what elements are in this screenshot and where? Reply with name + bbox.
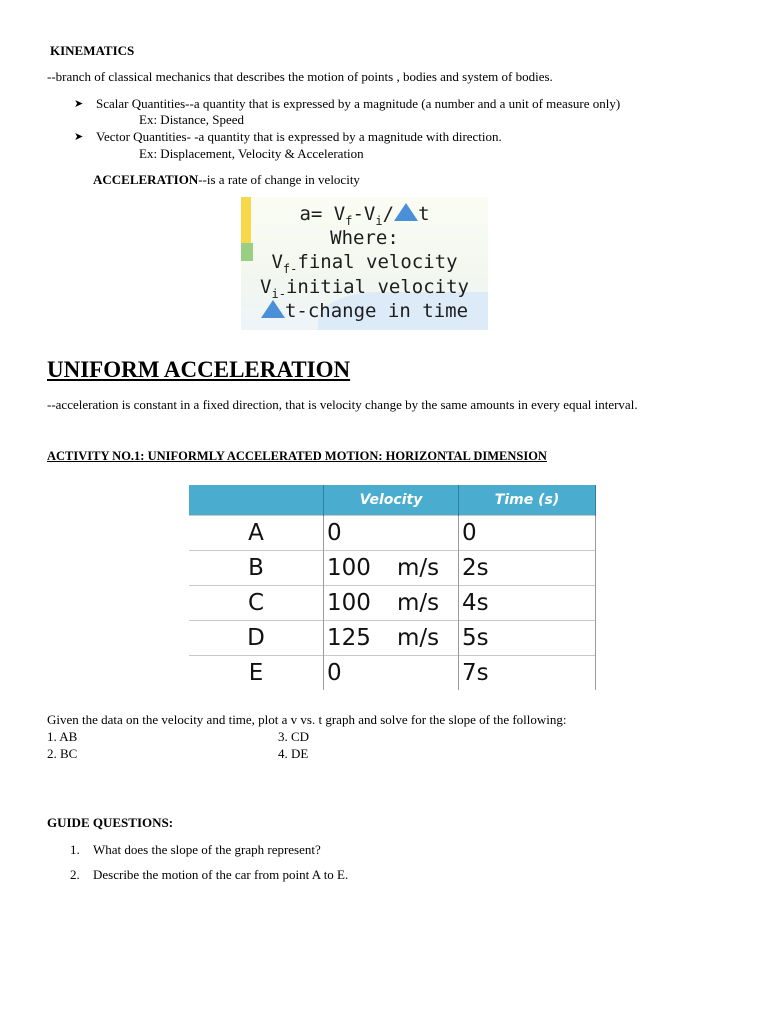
time-cell: 0 bbox=[459, 516, 596, 551]
velocity-time-table bbox=[189, 485, 596, 690]
delta-triangle-icon bbox=[261, 300, 285, 318]
time-cell: 5s bbox=[459, 621, 596, 656]
kinematics-title: KINEMATICS bbox=[50, 43, 135, 58]
formula-equation: $a= V_f-V_i/$ t bbox=[299, 203, 430, 228]
point-label: A bbox=[189, 516, 324, 551]
table-row bbox=[189, 551, 596, 586]
table-row bbox=[189, 516, 596, 551]
slope-item-cd: 3. CD bbox=[278, 729, 310, 744]
vector-example: Ex: Displacement, Velocity & Acceleration bbox=[139, 146, 364, 161]
acceleration-def-text: --is a rate of change in velocity bbox=[198, 172, 360, 187]
formula-where: Where: bbox=[330, 227, 399, 249]
instructions-text: Given the data on the velocity and time, plot a v vs. t graph and solve for the slope of the following: bbox=[47, 712, 567, 727]
table-header-velocity: Velocity bbox=[324, 485, 459, 516]
velocity-cell: 125 m/s bbox=[324, 621, 459, 656]
point-label: C bbox=[189, 586, 324, 621]
acceleration-term: ACCELERATION bbox=[93, 172, 199, 187]
point-label: B bbox=[189, 551, 324, 586]
table-row bbox=[189, 656, 596, 691]
slope-item-ab: 1. AB bbox=[47, 729, 78, 744]
scalar-quantities-text: Scalar Quantities--a quantity that is expressed by a magnitude (a number and a unit of measure only) bbox=[96, 96, 621, 111]
acceleration-definition bbox=[93, 172, 360, 188]
velocity-cell: 100 m/s bbox=[324, 551, 459, 586]
scalar-example: Ex: Distance, Speed bbox=[139, 112, 245, 127]
formula-final-velocity: $V_{f-}final$ velocity bbox=[271, 251, 458, 276]
formula-change-in-time: t-change in time bbox=[241, 300, 488, 322]
delta-triangle-icon bbox=[394, 203, 418, 221]
table-row bbox=[189, 586, 596, 621]
activity-title: ACTIVITY NO.1: UNIFORMLY ACCELERATED MOTION: HORIZONTAL DIMENSION bbox=[47, 449, 547, 463]
velocity-cell: 0 bbox=[324, 516, 459, 551]
question-number: 2. bbox=[70, 867, 80, 882]
point-label: E bbox=[189, 656, 324, 691]
vector-quantities-text: Vector Quantities- -a quantity that is expressed by a magnitude with direction. bbox=[96, 129, 502, 144]
arrow-bullet-icon: ➤ bbox=[74, 131, 84, 143]
slope-item-bc: 2. BC bbox=[47, 746, 78, 761]
velocity-cell: 0 bbox=[324, 656, 459, 691]
table-row bbox=[189, 621, 596, 656]
arrow-bullet-icon: ➤ bbox=[74, 98, 84, 110]
time-cell: 4s bbox=[459, 586, 596, 621]
slope-item-de: 4. DE bbox=[278, 746, 309, 761]
time-cell: 7s bbox=[459, 656, 596, 691]
point-label: D bbox=[189, 621, 324, 656]
table-header-label bbox=[189, 485, 324, 516]
uniform-acceleration-definition: --acceleration is constant in a fixed direction, that is velocity change by the same amounts in every equal interval. bbox=[47, 397, 638, 412]
time-cell: 2s bbox=[459, 551, 596, 586]
question-text: Describe the motion of the car from point A to E. bbox=[93, 867, 349, 882]
kinematics-definition: --branch of classical mechanics that describes the motion of points , bodies and system of bodies. bbox=[47, 69, 553, 84]
question-text: What does the slope of the graph represent? bbox=[93, 842, 321, 857]
table-header-time: Time (s) bbox=[459, 485, 596, 516]
table-header-row bbox=[189, 485, 596, 516]
formula-initial-velocity: $V_{i-}initial$ velocity bbox=[260, 276, 469, 301]
question-number: 1. bbox=[70, 842, 80, 857]
guide-questions-title: GUIDE QUESTIONS: bbox=[47, 815, 174, 830]
uniform-acceleration-title: UNIFORM ACCELERATION bbox=[47, 357, 351, 382]
velocity-cell: 100 m/s bbox=[324, 586, 459, 621]
